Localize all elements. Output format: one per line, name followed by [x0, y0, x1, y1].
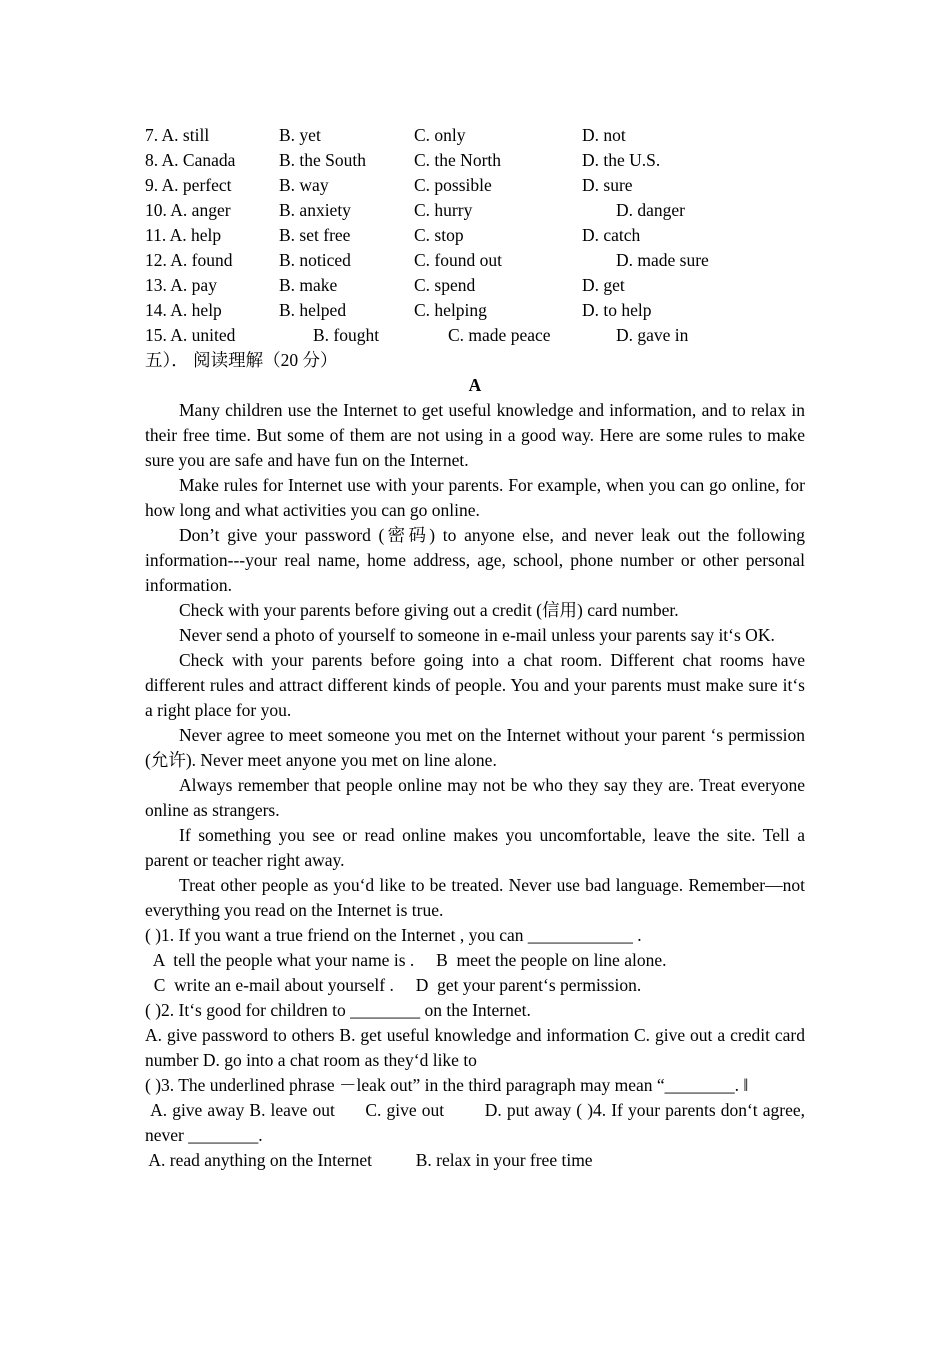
option-c: C. only [414, 125, 466, 145]
option-c: C. hurry [414, 200, 473, 220]
cloze-option-row [145, 198, 805, 223]
option-b: B. the South [279, 150, 367, 170]
option-c: C. made peace [448, 325, 551, 345]
option-d: D. catch [582, 225, 641, 245]
exam-page [145, 123, 810, 1173]
option-b: B. make [279, 275, 338, 295]
option-b: B. set free [279, 225, 351, 245]
cloze-options-table [145, 123, 805, 348]
option-c: C. helping [414, 300, 487, 320]
option-d: D. gave in [616, 325, 689, 345]
question-3-options: A. give away B. leave out C. give out D. put away ( )4. If your parents don‘t agree, never ________. [145, 1100, 810, 1145]
option-b: B. yet [279, 125, 321, 145]
question-1-options-ab: A tell the people what your name is . B meet the people on line alone. [145, 950, 667, 970]
section-title: 五）． 阅读理解（20 分） [145, 350, 338, 370]
question-2: ( )2. It‘s good for children to ________ on the Internet. [145, 1000, 531, 1020]
option-d: D. get [582, 275, 625, 295]
cloze-option-row [145, 148, 805, 173]
passage-title: A [468, 375, 482, 395]
option-b: B. helped [279, 300, 347, 320]
paragraph: If something you see or read online makes you uncomfortable, leave the site. Tell a parent or teacher right away. [145, 825, 805, 870]
option-a: 15. A. united [145, 325, 236, 345]
option-b: B. anxiety [279, 200, 351, 220]
option-c: C. stop [414, 225, 464, 245]
option-d: D. not [582, 125, 626, 145]
paragraph: Never agree to meet someone you met on the Internet without your parent ‘s permission (允许). Never meet anyone you met on line alone. [145, 725, 805, 770]
cloze-option-row [145, 223, 805, 248]
option-a: 7. A. still [145, 125, 210, 145]
cloze-option-row [145, 123, 805, 148]
cloze-option-row [145, 273, 805, 298]
question-3: ( )3. The underlined phrase －leak out” in the third paragraph may mean “________. ‖ [145, 1075, 749, 1095]
paragraph: Never send a photo of yourself to someone in e-mail unless your parents say it‘s OK. [179, 625, 775, 645]
question-1: ( )1. If you want a true friend on the Internet , you can ____________ . [145, 925, 642, 945]
option-c: C. the North [414, 150, 502, 170]
option-a: 8. A. Canada [145, 150, 236, 170]
option-a: 13. A. pay [145, 275, 217, 295]
paragraph: Check with your parents before going into a chat room. Different chat rooms have different rules and attract different kinds of people. You and your parents must make sure it‘s a right place for you. [145, 650, 805, 720]
option-c: C. found out [414, 250, 502, 270]
option-c: C. spend [414, 275, 476, 295]
option-d: D. sure [582, 175, 633, 195]
option-a: 10. A. anger [145, 200, 231, 220]
option-b: B. fought [313, 325, 380, 345]
question-2-options: A. give password to others B. get useful knowledge and information C. give out a credit card number D. go into a chat room as they‘d like to [145, 1025, 805, 1070]
option-b: B. noticed [279, 250, 351, 270]
option-d: D. danger [616, 200, 686, 220]
cloze-option-row [145, 173, 805, 198]
paragraph: Make rules for Internet use with your parents. For example, when you can go online, for how long and what activities you can go online. [145, 475, 805, 520]
question-1-options-cd: C write an e-mail about yourself . D get your parent‘s permission. [145, 975, 642, 995]
option-d: D. to help [582, 300, 652, 320]
cloze-option-row [145, 298, 805, 323]
option-b: B. way [279, 175, 329, 195]
option-d: D. made sure [616, 250, 709, 270]
passage-body [145, 398, 805, 923]
paragraph: Treat other people as you‘d like to be treated. Never use bad language. Remember—not everything you read on the Internet is true. [145, 875, 805, 920]
paragraph: Don’t give your password (密码) to anyone else, and never leak out the following information---your real name, home address, age, school, phone number or other personal information. [145, 525, 805, 595]
option-d: D. the U.S. [582, 150, 661, 170]
option-a: 9. A. perfect [145, 175, 232, 195]
cloze-option-row [145, 323, 805, 348]
option-c: C. possible [414, 175, 492, 195]
paragraph: Check with your parents before giving out a credit (信用) card number. [179, 600, 679, 620]
option-a: 14. A. help [145, 300, 222, 320]
questions [145, 923, 810, 1173]
option-a: 12. A. found [145, 250, 233, 270]
option-a: 11. A. help [145, 225, 222, 245]
paragraph: Many children use the Internet to get useful knowledge and information, and to relax in their free time. But some of them are not using in a good way. Here are some rules to make sure you are safe and have fun on the Internet. [145, 400, 805, 470]
cloze-option-row [145, 248, 805, 273]
paragraph: Always remember that people online may not be who they say they are. Treat everyone online as strangers. [145, 775, 805, 820]
question-4-options: A. read anything on the Internet B. relax in your free time [145, 1150, 593, 1170]
